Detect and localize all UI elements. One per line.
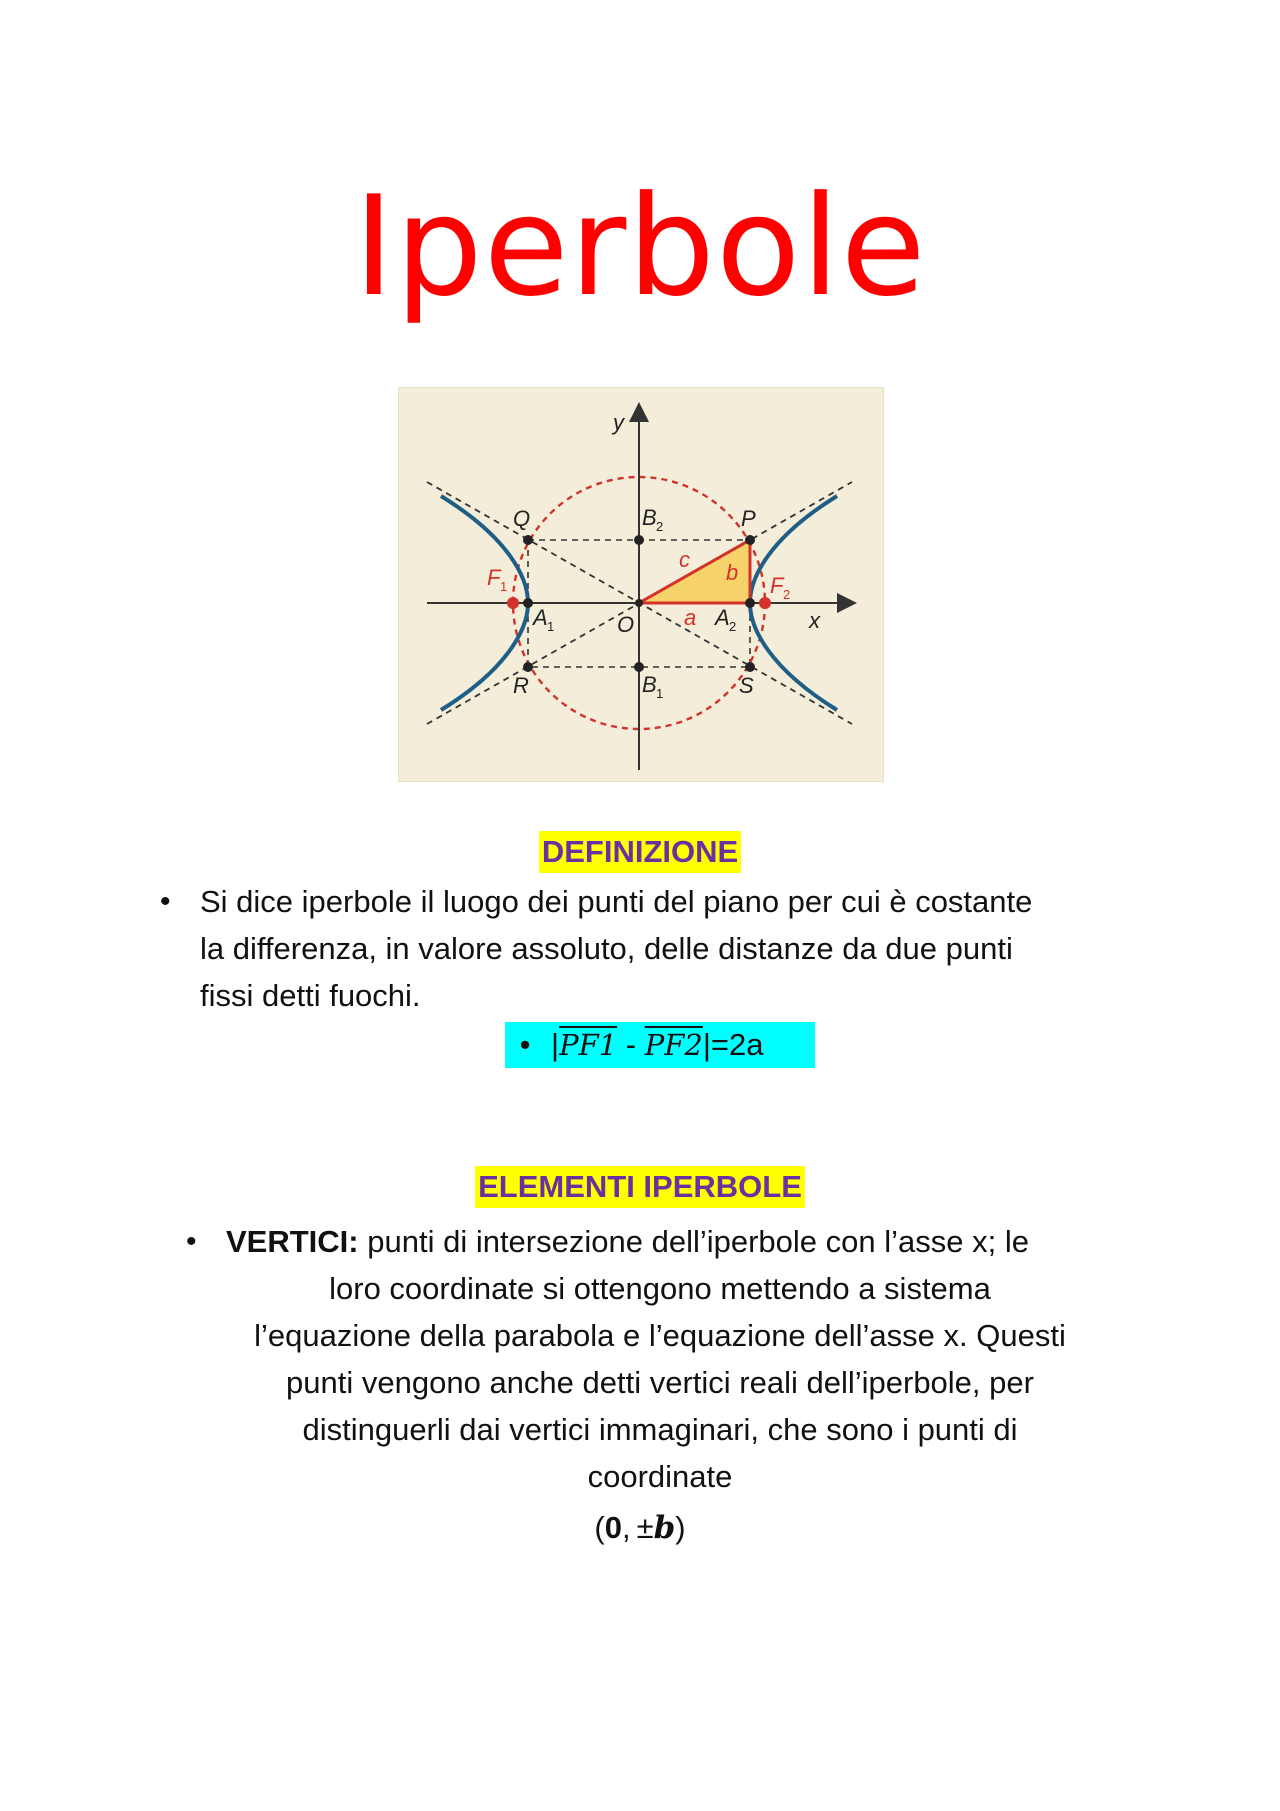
- label-S: S: [739, 673, 754, 698]
- focus-F1: [507, 597, 519, 609]
- coords-b: b: [653, 1510, 676, 1546]
- point-A2: [745, 598, 755, 608]
- label-y: y: [613, 410, 624, 435]
- point-B1: [634, 662, 644, 672]
- definizione-line-1: Si dice iperbole il luogo dei punti del piano per cui è costante: [200, 884, 1033, 919]
- vertici-label: VERTICI:: [226, 1224, 359, 1259]
- coords-zero: 0: [604, 1510, 622, 1545]
- point-S: [745, 662, 755, 672]
- elementi-heading-wrap: [0, 1166, 1280, 1208]
- label-Q: Q: [513, 506, 531, 531]
- formula-term-pf2: PF2: [644, 1028, 703, 1062]
- definizione-heading: DEFINIZIONE: [539, 831, 741, 873]
- label-b: b: [726, 560, 739, 585]
- label-A2-sub: 2: [729, 619, 737, 634]
- point-B2: [634, 535, 644, 545]
- point-A1: [523, 598, 533, 608]
- label-P: P: [741, 506, 756, 531]
- elementi-heading: ELEMENTI IPERBOLE: [475, 1166, 805, 1208]
- label-x: x: [809, 608, 820, 633]
- definizione-heading-wrap: [0, 831, 1280, 873]
- formula-term-pf1: PF1: [559, 1028, 618, 1062]
- definizione-line-2: la differenza, in valore assoluto, delle distanze da due punti: [200, 931, 1013, 966]
- vertici-line-2: loro coordinate si ottengono mettendo a sistema: [329, 1271, 991, 1306]
- point-P: [745, 535, 755, 545]
- label-B2-sub: 2: [656, 519, 664, 534]
- label-B2: B: [642, 505, 657, 530]
- focus-F2: [759, 597, 771, 609]
- label-a: a: [684, 605, 697, 630]
- hyperbola-figure: [398, 387, 884, 782]
- page-title: Iperbole: [353, 166, 927, 327]
- elementi-bullet: •: [186, 1225, 197, 1258]
- label-A1-sub: 1: [547, 619, 555, 634]
- vertici-text: [180, 1218, 1140, 1500]
- label-c: c: [679, 547, 690, 572]
- label-F1-sub: 1: [500, 579, 508, 594]
- coords-open: (: [594, 1510, 605, 1545]
- definizione-bullet: •: [160, 885, 171, 918]
- vertici-line-1-text: punti di intersezione dell’iperbole con l’asse x; le: [358, 1224, 1029, 1259]
- label-A1: A: [533, 605, 548, 630]
- point-Q: [523, 535, 533, 545]
- label-B1-sub: 1: [656, 686, 664, 701]
- label-R: R: [513, 673, 529, 698]
- label-F2-sub: 2: [783, 587, 791, 602]
- point-O: [635, 599, 643, 607]
- vertici-line-5: distinguerli dai vertici immaginari, che sono i punti di: [302, 1412, 1018, 1447]
- label-F1: F: [487, 565, 501, 590]
- label-B1: B: [642, 672, 657, 697]
- vertici-line-1: [180, 1218, 1140, 1265]
- hyperbola-diagram: [399, 388, 883, 781]
- formula-minus: -: [617, 1027, 645, 1062]
- definizione-line-3: fissi detti fuochi.: [200, 978, 421, 1013]
- formula-bullet: •: [519, 1027, 531, 1062]
- label-F2: F: [770, 573, 784, 598]
- formula-expression: [551, 1022, 763, 1068]
- formula-rest: |=2a: [702, 1027, 764, 1062]
- vertici-line-6: coordinate: [587, 1459, 733, 1494]
- label-A2: A: [715, 605, 730, 630]
- definizione-text: [200, 878, 1180, 1019]
- coords-comma: ,: [621, 1510, 631, 1545]
- definition-formula: [505, 1022, 815, 1068]
- formula-bar-open: |: [551, 1027, 560, 1062]
- label-O: O: [617, 612, 635, 637]
- vertici-line-4: punti vengono anche detti vertici reali dell’iperbole, per: [286, 1365, 1034, 1400]
- vertici-line-3: l’equazione della parabola e l’equazione dell’asse x. Questi: [254, 1318, 1066, 1353]
- coords-close: ): [675, 1510, 686, 1545]
- coords-pm: ±: [636, 1510, 654, 1545]
- point-R: [523, 662, 533, 672]
- imaginary-vertex-coordinates: [0, 1504, 1280, 1552]
